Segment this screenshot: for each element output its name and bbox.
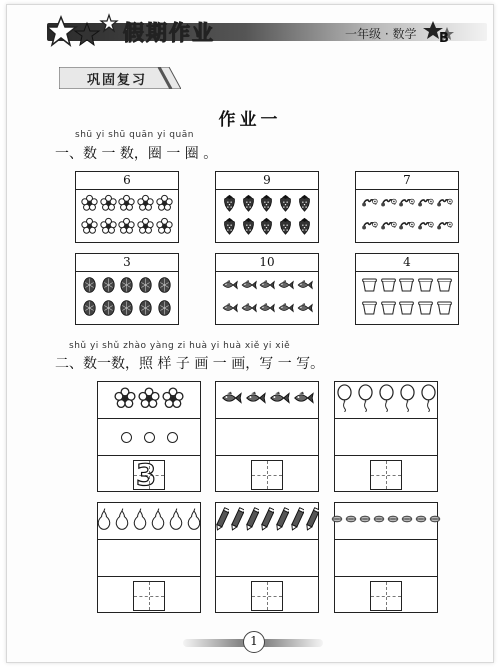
cup-icon[interactable] (398, 276, 415, 298)
q2-picture-row (98, 382, 200, 419)
leaf-icon[interactable] (100, 276, 117, 298)
strawberry-icon[interactable] (221, 194, 238, 216)
cup-icon[interactable] (398, 299, 415, 321)
q2-drawing-row[interactable] (98, 419, 200, 456)
bread-icon (401, 506, 413, 536)
flower-icon[interactable] (118, 217, 135, 239)
fish-icon[interactable] (277, 276, 294, 298)
caterpillar-icon[interactable] (398, 194, 415, 216)
q1-target-number: 3 (76, 254, 178, 272)
pear-icon (168, 506, 184, 536)
sample-circle (121, 432, 132, 443)
q2-picture-row (98, 503, 200, 540)
flower-icon (162, 384, 184, 416)
q2-writing-row (98, 456, 200, 493)
caterpillar-icon[interactable] (398, 217, 415, 239)
writing-grid-box[interactable] (133, 581, 165, 611)
q2-picture-row (216, 382, 318, 419)
sample-circle (167, 432, 178, 443)
q2-draw-box (334, 502, 438, 613)
balloon-icon (398, 384, 417, 416)
fish-icon[interactable] (296, 276, 313, 298)
q1-target-number: 6 (76, 172, 178, 190)
bread-icon (429, 506, 441, 536)
q2-drawing-row[interactable] (216, 419, 318, 456)
cup-icon[interactable] (380, 299, 397, 321)
q2-drawing-row[interactable] (335, 540, 437, 577)
q1-count-box (355, 171, 459, 243)
caterpillar-icon[interactable] (380, 217, 397, 239)
flower-icon[interactable] (156, 217, 173, 239)
fish-icon (292, 384, 314, 416)
fish-icon[interactable] (240, 276, 257, 298)
q2-picture-row (335, 382, 437, 419)
strawberry-icon[interactable] (277, 194, 294, 216)
fish-icon (268, 384, 290, 416)
pencil-icon (231, 506, 244, 536)
q1-count-box (355, 253, 459, 325)
leaf-icon[interactable] (137, 299, 154, 321)
flower-icon[interactable] (118, 194, 135, 216)
flower-icon[interactable] (137, 194, 154, 216)
flower-icon[interactable] (81, 194, 98, 216)
writing-grid-box[interactable] (133, 457, 165, 492)
flower-icon[interactable] (156, 194, 173, 216)
q1-count-box (75, 171, 179, 243)
page-number: 1 (243, 631, 265, 653)
strawberry-icon[interactable] (240, 194, 257, 216)
sample-circle (144, 432, 155, 443)
caterpillar-icon[interactable] (380, 194, 397, 216)
q2-writing-row (98, 577, 200, 614)
cup-icon[interactable] (361, 299, 378, 321)
edition-label: B (439, 31, 449, 46)
pencil-icon (216, 506, 229, 536)
balloon-icon (419, 384, 438, 416)
q2-writing-row (216, 456, 318, 493)
leaf-icon[interactable] (156, 276, 173, 298)
q2-pinyin: shǔ yi shǔ zhào yàng zi huà yi huà xiě yi xiě (69, 341, 291, 351)
q2-text: 二、数一数，照 样 子 画 一 画，写 一 写。 (55, 356, 325, 372)
bread-icon (387, 506, 399, 536)
q2-draw-box (97, 381, 201, 492)
q1-count-box (215, 253, 319, 325)
caterpillar-icon[interactable] (417, 217, 434, 239)
writing-grid-box[interactable] (370, 581, 402, 611)
fish-icon (220, 384, 242, 416)
leaf-icon[interactable] (118, 299, 135, 321)
cup-icon[interactable] (417, 299, 434, 321)
flower-icon (138, 384, 160, 416)
strawberry-icon[interactable] (277, 217, 294, 239)
q1-count-box (75, 253, 179, 325)
q1-target-number: 7 (356, 172, 458, 190)
q2-writing-row (335, 456, 437, 493)
flower-icon[interactable] (137, 217, 154, 239)
banner-title: 假期作业 (123, 21, 215, 45)
caterpillar-icon[interactable] (361, 194, 378, 216)
pear-icon (186, 506, 202, 536)
cup-icon[interactable] (436, 276, 453, 298)
writing-grid-box[interactable] (251, 460, 283, 490)
pencil-icon (306, 506, 319, 536)
leaf-icon[interactable] (137, 276, 154, 298)
pencil-icon (276, 506, 289, 536)
fish-icon[interactable] (258, 276, 275, 298)
fish-icon[interactable] (221, 276, 238, 298)
fish-icon[interactable] (296, 299, 313, 321)
q2-draw-box (97, 502, 201, 613)
section-tag-label: 巩固复习 (87, 73, 148, 88)
pear-icon (114, 506, 130, 536)
q2-picture-row (216, 503, 318, 540)
leaf-icon[interactable] (81, 299, 98, 321)
pencil-icon (291, 506, 304, 536)
q1-count-box (215, 171, 319, 243)
q2-drawing-row[interactable] (216, 540, 318, 577)
strawberry-icon[interactable] (221, 217, 238, 239)
fish-icon[interactable] (240, 299, 257, 321)
flower-icon (114, 384, 136, 416)
caterpillar-icon[interactable] (436, 194, 453, 216)
bread-icon (331, 506, 343, 536)
pencil-icon (246, 506, 259, 536)
leaf-icon[interactable] (156, 299, 173, 321)
bread-icon (415, 506, 427, 536)
cup-icon[interactable] (436, 299, 453, 321)
q1-target-number: 4 (356, 254, 458, 272)
fish-icon[interactable] (258, 299, 275, 321)
q1-text: 一、数 一 数，圈 一 圈 。 (55, 146, 218, 162)
q2-writing-row (335, 577, 437, 614)
balloon-icon (335, 384, 354, 416)
balloon-icon (377, 384, 396, 416)
q2-drawing-row[interactable] (335, 419, 437, 456)
leaf-icon[interactable] (118, 276, 135, 298)
bread-icon (345, 506, 357, 536)
flower-icon[interactable] (100, 194, 117, 216)
flower-icon[interactable] (81, 217, 98, 239)
q2-draw-box (215, 502, 319, 613)
q1-target-number: 9 (216, 172, 318, 190)
corner-stars-icon (423, 19, 483, 49)
flower-icon[interactable] (100, 217, 117, 239)
stars-decoration-icon (47, 13, 127, 57)
pear-icon (132, 506, 148, 536)
q1-target-number: 10 (216, 254, 318, 272)
sample-number: 3 (136, 457, 157, 492)
strawberry-icon[interactable] (296, 217, 313, 239)
fish-icon (244, 384, 266, 416)
strawberry-icon[interactable] (240, 217, 257, 239)
cup-icon[interactable] (361, 276, 378, 298)
grade-subject-label: 一年级 · 数学 (345, 27, 417, 41)
caterpillar-icon[interactable] (417, 194, 434, 216)
writing-grid-box[interactable] (251, 581, 283, 611)
pear-icon (150, 506, 166, 536)
q2-draw-box (215, 381, 319, 492)
cup-icon[interactable] (417, 276, 434, 298)
q1-pinyin: shū yi shū quān yi quān (75, 130, 194, 140)
strawberry-icon[interactable] (258, 194, 275, 216)
pencil-icon (261, 506, 274, 536)
strawberry-icon[interactable] (296, 194, 313, 216)
writing-grid-box[interactable] (370, 460, 402, 490)
cup-icon[interactable] (380, 276, 397, 298)
homework-title: 作业一 (218, 110, 282, 130)
worksheet-page (6, 4, 494, 663)
caterpillar-icon[interactable] (436, 217, 453, 239)
leaf-icon[interactable] (81, 276, 98, 298)
leaf-icon[interactable] (100, 299, 117, 321)
fish-icon[interactable] (277, 299, 294, 321)
strawberry-icon[interactable] (258, 217, 275, 239)
q2-writing-row (216, 577, 318, 614)
q2-drawing-row[interactable] (98, 540, 200, 577)
fish-icon[interactable] (221, 299, 238, 321)
balloon-icon (356, 384, 375, 416)
q2-draw-box (334, 381, 438, 492)
caterpillar-icon[interactable] (361, 217, 378, 239)
q2-picture-row (335, 503, 437, 540)
pear-icon (96, 506, 112, 536)
bread-icon (359, 506, 371, 536)
bread-icon (373, 506, 385, 536)
